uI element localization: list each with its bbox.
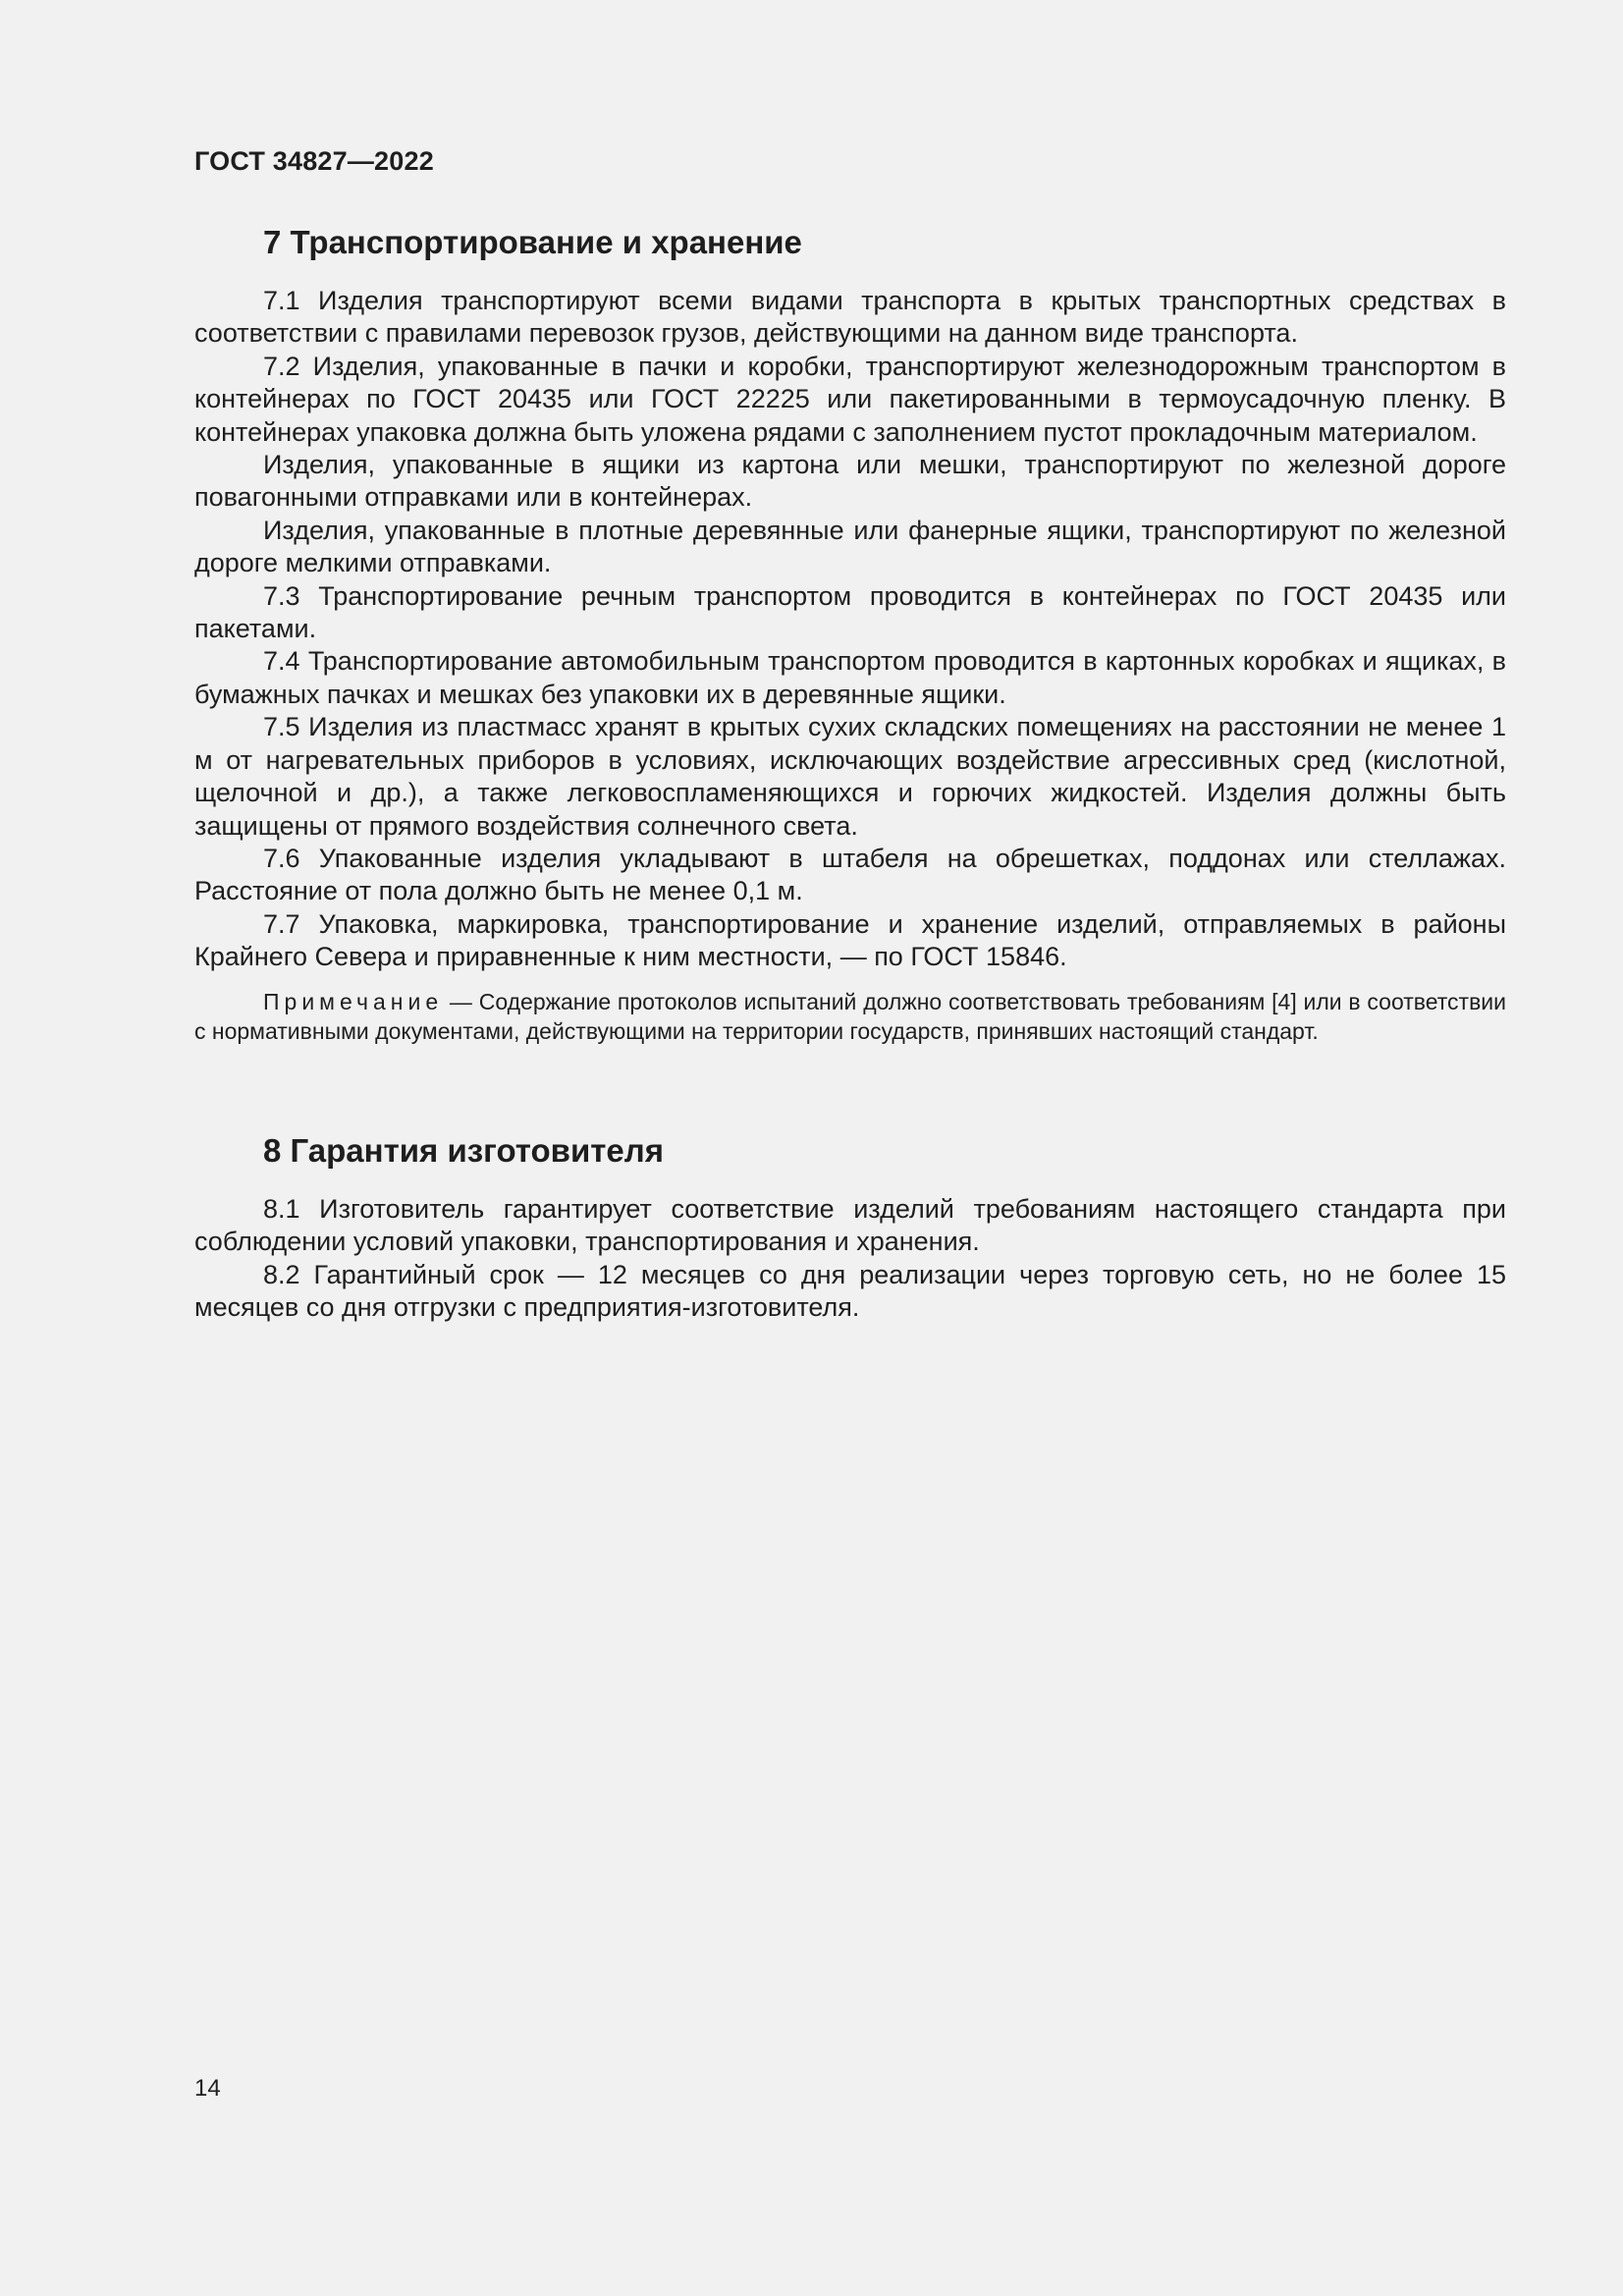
paragraph-8-1: 8.1 Изготовитель гарантирует соответствие изделий требованиям настоящего стандарта при соблюдении условий упаковки, транспортирования и хранения. <box>194 1194 1506 1257</box>
note-label: Примечание <box>263 989 444 1014</box>
paragraph-8-2: 8.2 Гарантийный срок — 12 месяцев со дня реализации через торговую сеть, но не более 15 месяцев со дня отгрузки с предприятия-изготовителя. <box>194 1259 1506 1323</box>
section-8-body <box>194 1193 1506 1325</box>
paragraph-7-7: 7.7 Упаковка, маркировка, транспортирование и хранение изделий, отправляемых в районы Крайнего Севера и приравненные к ним местности, — по ГОСТ 15846. <box>194 908 1506 972</box>
paragraph-7-3: 7.3 Транспортирование речным транспортом проводится в контейнерах по ГОСТ 20435 или пакетами. <box>194 580 1506 644</box>
section-7-heading: 7 Транспортирование и хранение <box>263 224 802 260</box>
section-7-note <box>194 987 1506 1046</box>
page-number: 14 <box>194 2075 221 2102</box>
paragraph-7-4: 7.4 Транспортирование автомобильным транспортом проводится в картонных коробках и ящиках, в бумажных пачках и мешках без упаковки их в деревянные ящики. <box>194 646 1506 709</box>
document-code-header: ГОСТ 34827—2022 <box>194 146 434 176</box>
paragraph-7-1: 7.1 Изделия транспортируют всеми видами транспорта в крытых транспортных средствах в соответствии с правилами перевозок грузов, действующими на данном виде транспорта. <box>194 286 1506 349</box>
paragraph-7-2: 7.2 Изделия, упакованные в пачки и коробки, транспортируют железнодорожным транспортом в контейнерах по ГОСТ 20435 или ГОСТ 22225 или пакетированными в термоусадочную пленку. В контейнерах упаковка должна быть уложена рядами с заполнением пустот прокладочным материалом. <box>194 351 1506 447</box>
section-7-body <box>194 285 1506 974</box>
paragraph-7-2-wooden-boxes: Изделия, упакованные в плотные деревянные или фанерные ящики, транспортируют по железной дороге мелкими отправками. <box>194 515 1506 578</box>
section-8-heading: 8 Гарантия изготовителя <box>263 1132 664 1169</box>
paragraph-7-5: 7.5 Изделия из пластмасс хранят в крытых сухих складских помещениях на расстоянии не менее 1 м от нагревательных приборов в условиях, исключающих воздействие агрессивных сред (кислотной, щелочной и др.), а также легковоспламеняющихся и горючих жидкостей. Изделия должны быть защищены от прямого воздействия солнечного света. <box>194 712 1506 841</box>
note-text: — Содержание протоколов испытаний должно соответствовать требованиям [4] или в соответствии с нормативными документами, действующими на территории государств, принявших настоящий стандарт. <box>194 989 1506 1044</box>
paragraph-7-6: 7.6 Упакованные изделия укладывают в штабеля на обрешетках, поддонах или стеллажах. Расстояние от пола должно быть не менее 0,1 м. <box>194 843 1506 906</box>
paragraph-7-2-cartons: Изделия, упакованные в ящики из картона или мешки, транспортируют по железной дороге повагонными отправками или в контейнерах. <box>194 450 1506 513</box>
